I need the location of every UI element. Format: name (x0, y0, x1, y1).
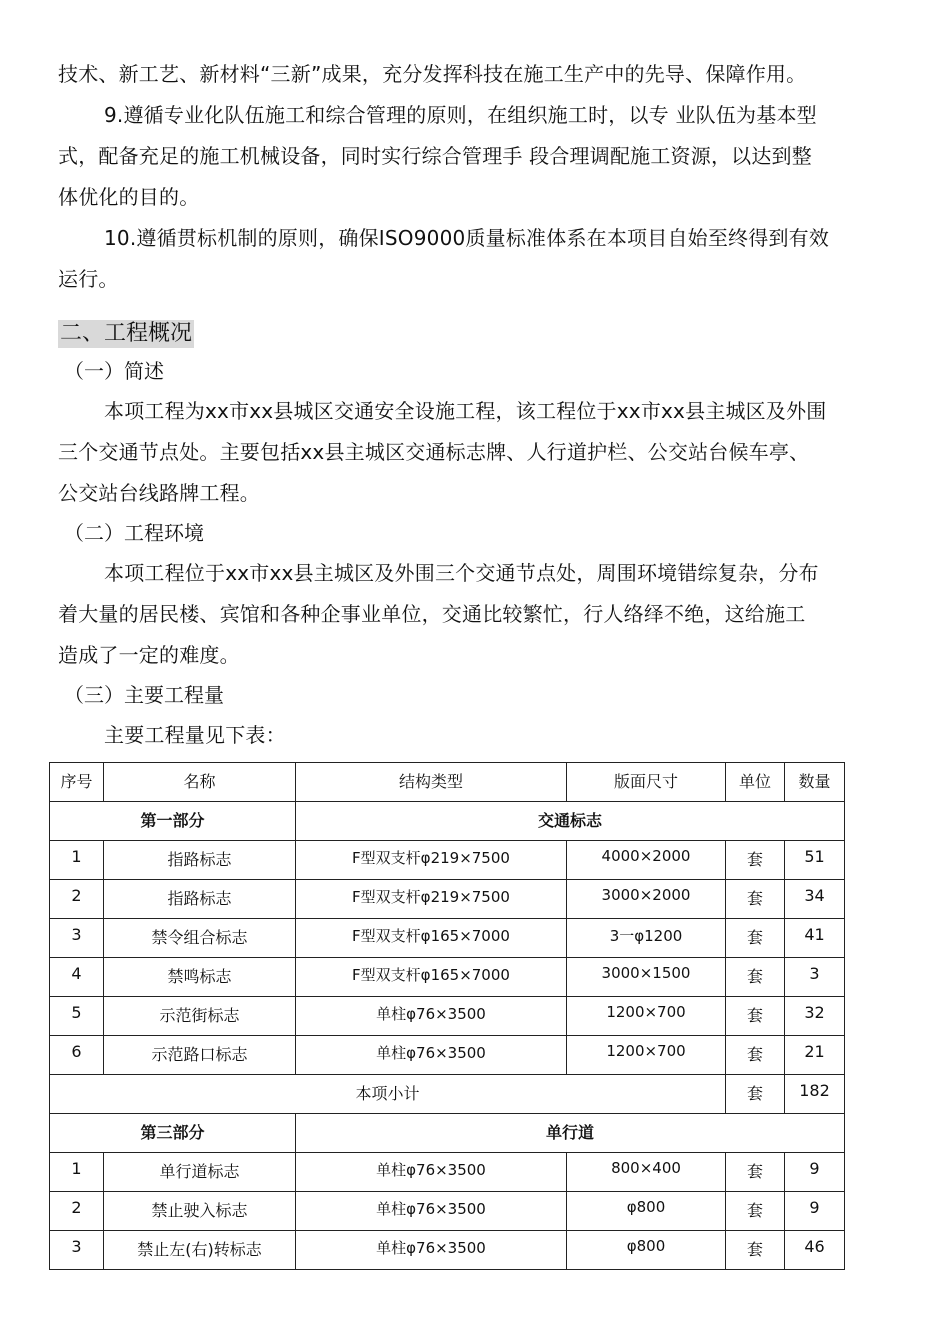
table-row (50, 880, 845, 919)
paragraph-line: 技术、新工艺、新材料“三新”成果，充分发挥科技在施工生产中的先导、保障作用。 (58, 62, 807, 86)
row-number-cell: 2 (50, 1192, 104, 1231)
panel-size-cell: 800×400 (567, 1153, 726, 1192)
panel-size-cell: φ800 (567, 1231, 726, 1270)
structure-type-cell: F型双支杆φ219×7500 (296, 841, 567, 880)
unit-cell: 套 (726, 997, 785, 1036)
paragraph-line: 9.遵循专业化队伍施工和综合管理的原则，在组织施工时，以专 业队伍为基本型 (104, 103, 817, 127)
quantity-table (49, 762, 845, 1270)
table-row (50, 1153, 845, 1192)
quantity-cell: 9 (785, 1192, 845, 1231)
table-intro: 主要工程量见下表： (104, 723, 286, 747)
item-name-cell: 示范路口标志 (104, 1036, 296, 1075)
row-number-cell: 3 (50, 919, 104, 958)
structure-type-cell: 单柱φ76×3500 (296, 997, 567, 1036)
section-heading: 二、工程概况 (60, 321, 193, 346)
paragraph-line: 公交站台线路牌工程。 (58, 481, 260, 505)
paragraph-line: 本项工程为xx市xx县城区交通安全设施工程，该工程位于xx市xx县主城区及外围 (104, 399, 827, 423)
table-row (50, 919, 845, 958)
quantity-cell: 34 (785, 880, 845, 919)
paragraph-line: 运行。 (58, 267, 119, 291)
quantity-cell: 41 (785, 919, 845, 958)
paragraph-line: 三个交通节点处。主要包括xx县主城区交通标志牌、人行道护栏、公交站台候车亭、 (58, 440, 810, 464)
table-header-row (50, 763, 845, 802)
paragraph-line: 本项工程位于xx市xx县主城区及外围三个交通节点处，周围环境错综复杂，分布 (104, 561, 819, 585)
paragraph-line: 体优化的目的。 (58, 185, 200, 209)
panel-size-cell: 1200×700 (567, 1036, 726, 1075)
table-row (50, 958, 845, 997)
header-cell: 结构类型 (296, 763, 567, 802)
quantity-cell: 46 (785, 1231, 845, 1270)
header-cell: 名称 (104, 763, 296, 802)
item-name-cell: 单行道标志 (104, 1153, 296, 1192)
panel-size-cell: 4000×2000 (567, 841, 726, 880)
table-row (50, 1192, 845, 1231)
item-name-cell: 示范街标志 (104, 997, 296, 1036)
section-name: 单行道 (296, 1114, 845, 1153)
subsection-title: （三）主要工程量 (64, 683, 224, 707)
item-name-cell: 禁止左(右)转标志 (104, 1231, 296, 1270)
section-label: 第一部分 (50, 802, 296, 841)
item-name-cell: 禁鸣标志 (104, 958, 296, 997)
row-number-cell: 4 (50, 958, 104, 997)
row-number-cell: 2 (50, 880, 104, 919)
unit-cell: 套 (726, 958, 785, 997)
header-cell: 序号 (50, 763, 104, 802)
table-row (50, 1036, 845, 1075)
paragraph-line: 10.遵循贯标机制的原则，确保ISO9000质量标准体系在本项目自始至终得到有效 (104, 226, 830, 250)
unit-cell: 套 (726, 841, 785, 880)
header-cell: 版面尺寸 (567, 763, 726, 802)
structure-type-cell: 单柱φ76×3500 (296, 1036, 567, 1075)
quantity-cell: 21 (785, 1036, 845, 1075)
subtotal-row (50, 1075, 845, 1114)
item-name-cell: 禁令组合标志 (104, 919, 296, 958)
section-label: 第三部分 (50, 1114, 296, 1153)
table-row (50, 997, 845, 1036)
unit-cell: 套 (726, 1153, 785, 1192)
header-cell: 数量 (785, 763, 845, 802)
panel-size-cell: 3000×1500 (567, 958, 726, 997)
table-row (50, 1231, 845, 1270)
row-number-cell: 1 (50, 841, 104, 880)
unit-cell: 套 (726, 1036, 785, 1075)
structure-type-cell: 单柱φ76×3500 (296, 1153, 567, 1192)
panel-size-cell: 3一φ1200 (567, 919, 726, 958)
quantity-cell: 9 (785, 1153, 845, 1192)
unit-cell: 套 (726, 880, 785, 919)
structure-type-cell: F型双支杆φ165×7000 (296, 919, 567, 958)
header-cell: 单位 (726, 763, 785, 802)
subsection-title: （一）简述 (64, 359, 164, 383)
structure-type-cell: F型双支杆φ165×7000 (296, 958, 567, 997)
subtotal-unit: 套 (726, 1075, 785, 1114)
structure-type-cell: 单柱φ76×3500 (296, 1192, 567, 1231)
paragraph-line: 造成了一定的难度。 (58, 643, 240, 667)
section-row (50, 1114, 845, 1153)
unit-cell: 套 (726, 1231, 785, 1270)
subtotal-qty: 182 (785, 1075, 845, 1114)
subtotal-label: 本项小计 (50, 1075, 726, 1114)
unit-cell: 套 (726, 919, 785, 958)
structure-type-cell: F型双支杆φ219×7500 (296, 880, 567, 919)
quantity-cell: 3 (785, 958, 845, 997)
row-number-cell: 6 (50, 1036, 104, 1075)
panel-size-cell: 3000×2000 (567, 880, 726, 919)
item-name-cell: 指路标志 (104, 841, 296, 880)
quantity-cell: 51 (785, 841, 845, 880)
panel-size-cell: φ800 (567, 1192, 726, 1231)
unit-cell: 套 (726, 1192, 785, 1231)
item-name-cell: 指路标志 (104, 880, 296, 919)
subsection-title: （二）工程环境 (64, 521, 204, 545)
structure-type-cell: 单柱φ76×3500 (296, 1231, 567, 1270)
table-row (50, 841, 845, 880)
paragraph-line: 着大量的居民楼、宾馆和各种企事业单位，交通比较繁忙，行人络绎不绝，这给施工 (58, 602, 806, 626)
section-row (50, 802, 845, 841)
quantity-cell: 32 (785, 997, 845, 1036)
row-number-cell: 1 (50, 1153, 104, 1192)
row-number-cell: 5 (50, 997, 104, 1036)
item-name-cell: 禁止驶入标志 (104, 1192, 296, 1231)
section-name: 交通标志 (296, 802, 845, 841)
panel-size-cell: 1200×700 (567, 997, 726, 1036)
row-number-cell: 3 (50, 1231, 104, 1270)
paragraph-line: 式，配备充足的施工机械设备，同时实行综合管理手 段合理调配施工资源，以达到整 (58, 144, 812, 168)
